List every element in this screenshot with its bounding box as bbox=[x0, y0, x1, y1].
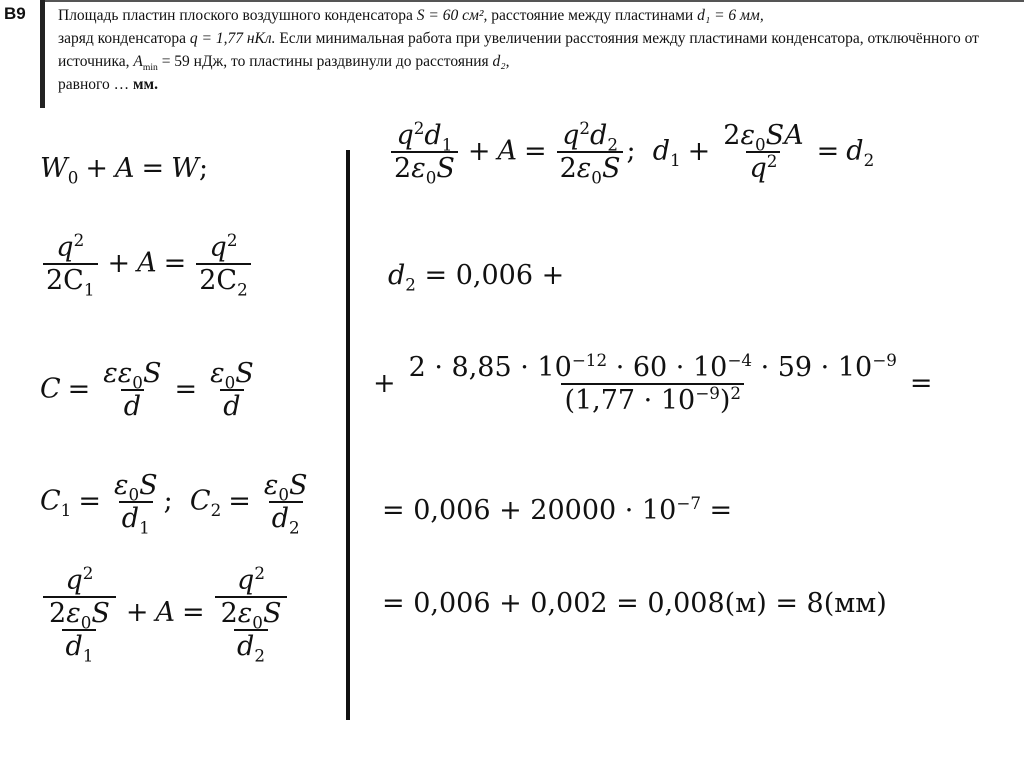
problem-d2: d₂, bbox=[492, 53, 510, 70]
fraction-eps0-s-d: $\frac{\varepsilon_0S}{d}$ bbox=[210, 358, 254, 423]
problem-text-2: расстояние между пластинами bbox=[491, 7, 698, 24]
equation-right-4: = $0,006 + 20000 \cdot 10^{-7}$ = bbox=[382, 493, 733, 526]
problem-work-symbol: A bbox=[133, 53, 143, 70]
fraction-2eps0sa: $\frac{2\varepsilon_0SA}{q^2}$ bbox=[723, 120, 804, 185]
equation-c1-c2: $C_1$ = $\frac{\varepsilon_0S}{d_1}$ ; $C_2$ = $\frac{\varepsilon_0S}{d_2}$ bbox=[40, 470, 314, 534]
problem-label: B9 bbox=[4, 4, 26, 23]
compound-fraction-d2: $\frac{q^2}{\frac{2\varepsilon_0S}{d_2}}$ bbox=[215, 565, 288, 662]
problem-distance: d₁ = 6 мм, bbox=[697, 7, 764, 24]
fraction-c2: $\frac{\varepsilon_0S}{d_2}$ bbox=[263, 470, 308, 538]
problem-statement bbox=[58, 4, 1020, 96]
equation-energy-capacitance: $\frac{q^2}{2C_1}$ + A = $\frac{q^2}{2C_2}$ bbox=[40, 232, 254, 296]
problem-text-3: заряд конденсатора bbox=[58, 30, 190, 47]
equation-right-1: $\frac{q^2d_1}{2\varepsilon_0S}$ + A = $\frac{q^2d_2}{2\varepsilon_0S}$ ; $d_1$ + $\frac{2\varepsilon_0SA}{q^2}$ = $d_2$ bbox=[388, 120, 874, 184]
column-divider bbox=[346, 150, 350, 720]
problem-text-6: равного … bbox=[58, 76, 133, 93]
fraction-c1: $\frac{\varepsilon_0S}{d_1}$ bbox=[113, 470, 158, 538]
header-vertical-rule bbox=[40, 0, 45, 108]
compound-fraction-d1: $\frac{q^2}{\frac{2\varepsilon_0S}{d_1}}$ bbox=[43, 565, 116, 662]
equation-right-2: $d_2 = 0,006$ + bbox=[388, 260, 565, 295]
fraction-q2-2c2: $\frac{q^2}{2C_2}$ bbox=[196, 232, 251, 296]
problem-work-sub: min bbox=[142, 62, 158, 74]
problem-work-value: = 59 нДж, bbox=[157, 53, 228, 70]
header-top-rule bbox=[40, 0, 1024, 2]
equation-right-3: + $\frac{2 \cdot 8,85 \cdot 10^{-12} \cdot 60 \cdot 10^{-4} \cdot 59 \cdot 10^{-9}}{(1,77 \cdot 10^{-9})^2}$ = bbox=[373, 350, 933, 417]
problem-charge: q = 1,77 нКл. bbox=[189, 30, 276, 47]
fraction-q2-2c1: $\frac{q^2}{2C_1}$ bbox=[43, 232, 98, 296]
fraction-q2d1: $\frac{q^2d_1}{2\varepsilon_0S}$ bbox=[391, 120, 458, 184]
fraction-numeric: $\frac{2 \cdot 8,85 \cdot 10^{-12} \cdot 60 \cdot 10^{-4} \cdot 59 \cdot 10^{-9}}{(1,77 \cdot 10^{-9})^2}$ bbox=[408, 350, 897, 417]
equation-energy-balance: $W_0 + A = W$; bbox=[40, 153, 209, 188]
problem-text-1: Площадь пластин плоского воздушного конденсатора bbox=[58, 7, 417, 24]
problem-text-4: Если минимальная работа при увеличении расстояния между пластинами конденсатора, отключённого от источника, bbox=[58, 30, 979, 70]
problem-text-5: то пластины раздвинули до расстояния bbox=[227, 53, 493, 70]
equation-compound-fractions: $\frac{q^2}{\frac{2\varepsilon_0S}{d_1}}$ + A = $\frac{q^2}{\frac{2\varepsilon_0S}{d_2}}$ bbox=[40, 565, 290, 662]
fraction-eps-eps0-s-d: $\frac{\varepsilon\varepsilon_0S}{d}$ bbox=[103, 358, 162, 423]
equation-right-5: = 0,006 + 0,002 = 0,008(м) = 8(мм) bbox=[382, 588, 887, 619]
equation-capacitance: C = $\frac{\varepsilon\varepsilon_0S}{d}$ = $\frac{\varepsilon_0S}{d}$ bbox=[40, 358, 260, 422]
problem-header bbox=[0, 0, 1024, 112]
fraction-q2d2: $\frac{q^2d_2}{2\varepsilon_0S}$ bbox=[557, 120, 624, 184]
problem-area: S = 60 см², bbox=[416, 7, 492, 24]
problem-unit: мм. bbox=[132, 76, 158, 93]
